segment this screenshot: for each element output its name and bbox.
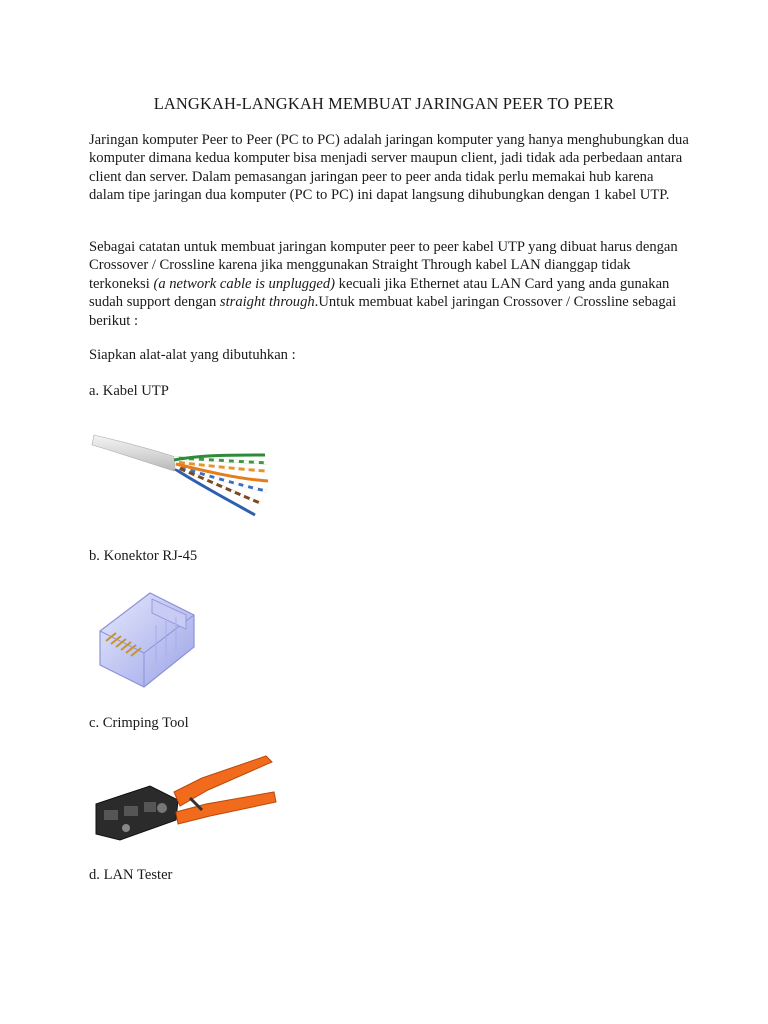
note-text-3: .Untuk membuat kabel jaringan Crossover / Crossline sebagai berikut : [89, 294, 677, 329]
note-text-1: Sebagai catatan untuk membuat jaringan komputer peer to peer kabel UTP yang dibuat harus dengan Crossover / Crossline karena jika menggunakan Straight Through kabel LAN dianggap tidak terkoneksi [89, 239, 678, 292]
item-label-crimping: c. Crimping Tool [89, 715, 189, 731]
page-title: LANGKAH-LANGKAH MEMBUAT JARINGAN PEER TO PEER [153, 94, 615, 113]
note-paragraph [89, 238, 689, 330]
item-label-utp: a. Kabel UTP [89, 383, 169, 399]
note-text-2: kecuali jika Ethernet atau LAN Card yang anda gunakan sudah support dengan [89, 275, 670, 311]
tools-intro: Siapkan alat-alat yang dibutuhkan : [89, 347, 296, 363]
note-italic-unplugged: (a network cable is unplugged) [153, 275, 336, 292]
item-label-lan-tester: d. LAN Tester [89, 867, 173, 883]
note-italic-straight: straight through [219, 294, 315, 311]
intro-paragraph: Jaringan komputer Peer to Peer (PC to PC) adalah jaringan komputer yang hanya menghubungkan dua komputer dimana kedua komputer bisa menjadi server maupun client, jadi tidak ada perbedaan antara client dan server. Dalam pemasangan jaringan peer to peer anda tidak perlu memakai hub karena dalam tipe jaringan dua komputer (PC to PC) ini dapat langsung dihubungkan dengan 1 kabel UTP. [89, 132, 689, 204]
crimping-tool-image [90, 748, 280, 848]
rj45-connector-image [90, 585, 202, 695]
utp-cable-image [90, 425, 275, 520]
item-label-rj45: b. Konektor RJ-45 [89, 548, 198, 564]
